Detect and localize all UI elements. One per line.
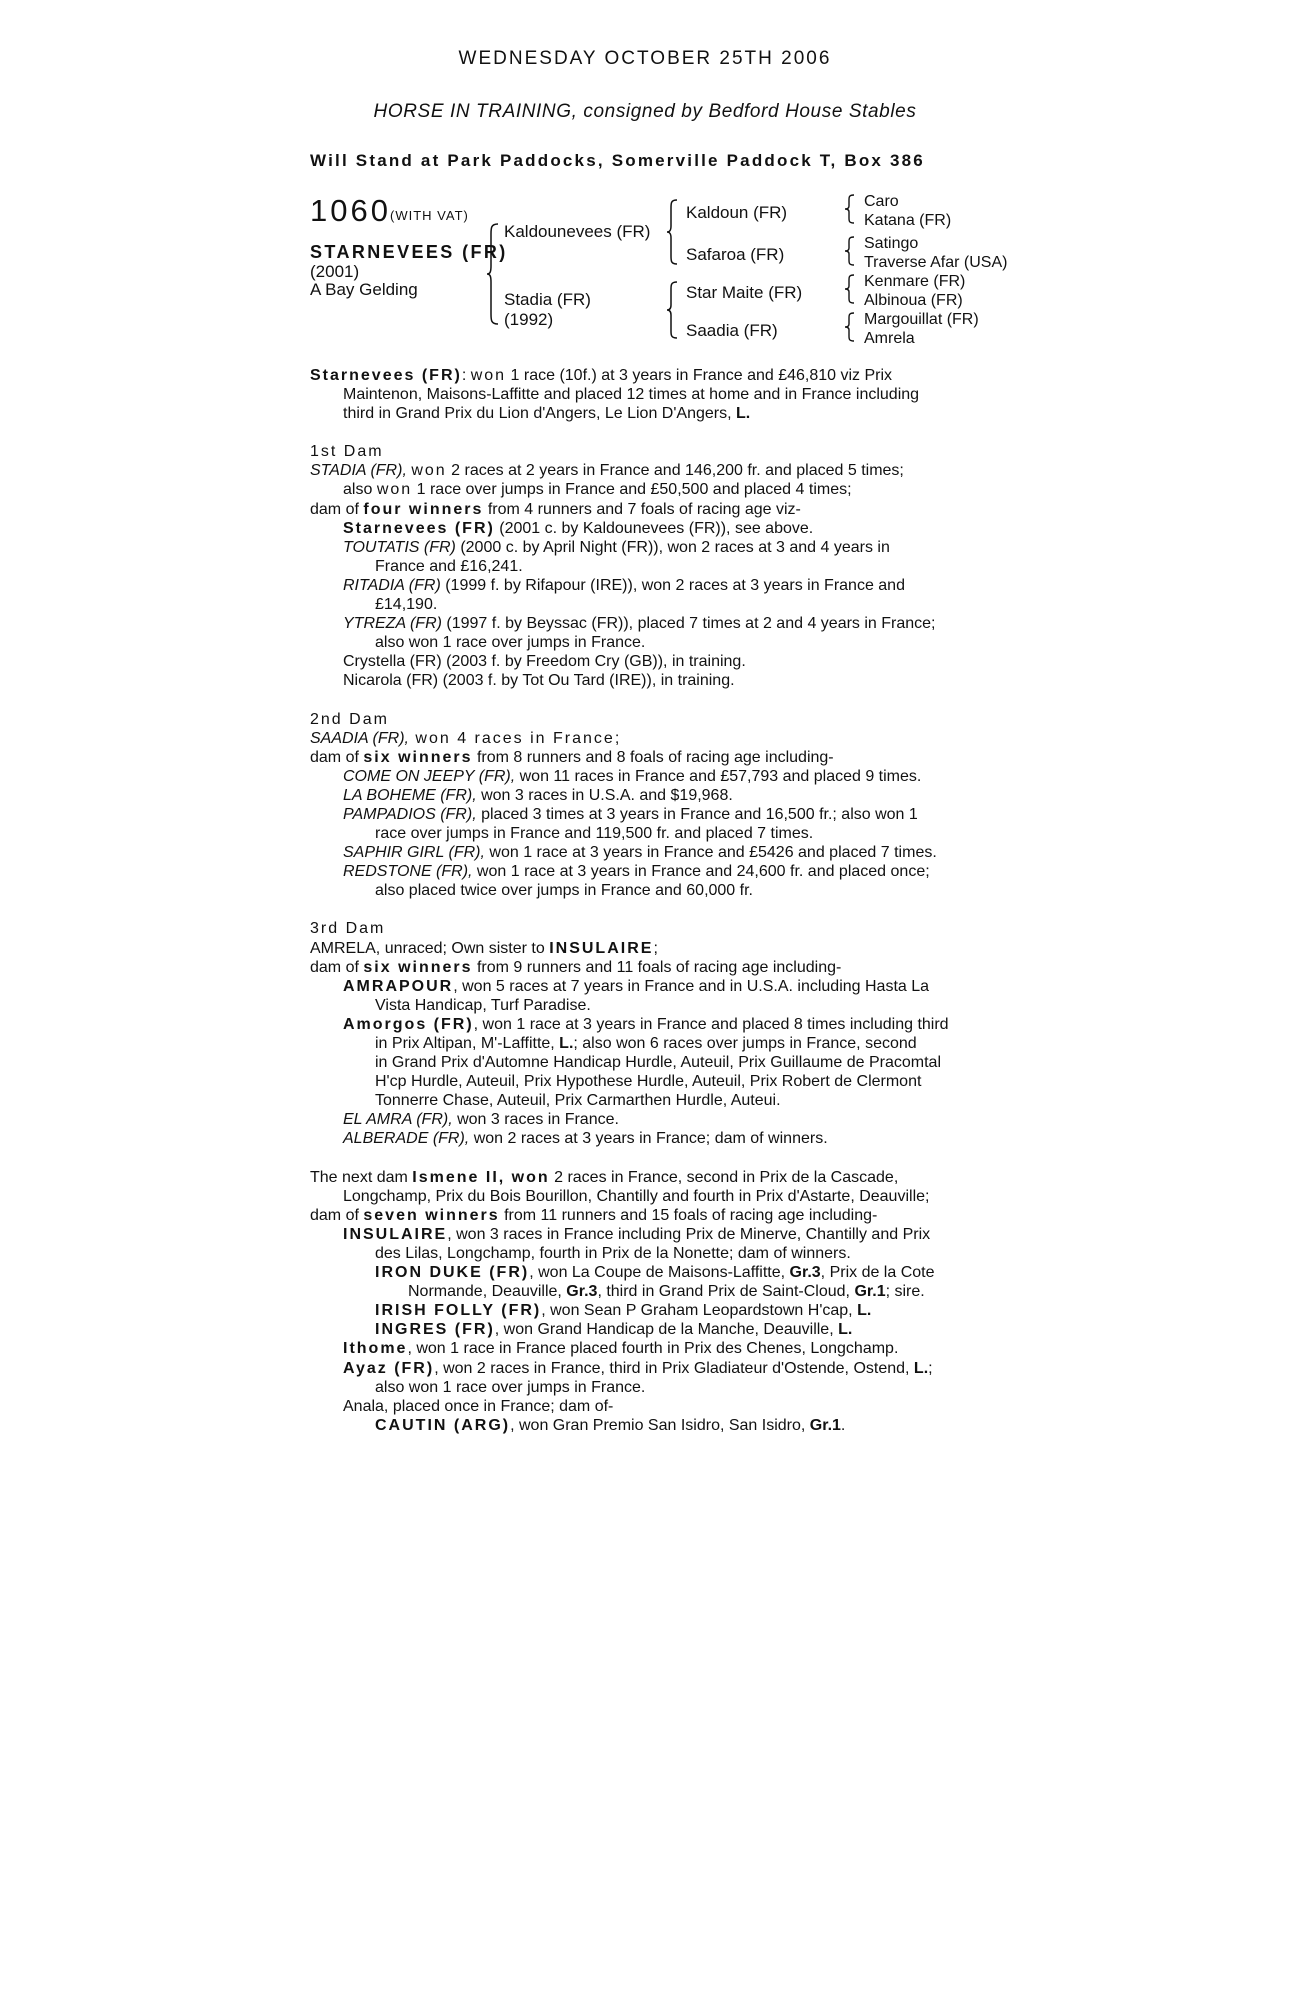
first-dam-heading: 1st Dam <box>310 443 384 461</box>
produce-text-cont: £14,190. <box>375 596 438 614</box>
produce-text-cont: France and £16,241. <box>375 557 523 575</box>
produce-text: won 1 race at 3 years in France and £5426 and placed 7 times. <box>484 844 937 862</box>
produce-name: REDSTONE (FR), <box>343 863 473 881</box>
next-dam-record <box>310 1168 1000 1206</box>
second-dam-record <box>310 729 1000 748</box>
produce-text-cont: des Lilas, Longchamp, fourth in Prix de la Nonette; dam of winners. <box>375 1244 851 1262</box>
produce-text-cont: also won 1 race over jumps in France. <box>375 1378 646 1396</box>
produce-text-cont: Normande, Deauville, <box>408 1283 567 1301</box>
produce-name: YTREZA (FR) <box>343 615 442 633</box>
intro-text-2: Maintenon, Maisons-Laffitte and placed 12 times at home and in France including <box>343 386 920 404</box>
first-dam-won: won <box>411 462 447 480</box>
intro-paragraph: Starnevees (FR): won 1 race (10f.) at 3 years in France and £46,810 viz Prix Maintenon, Maisons-Laffitte and placed 12 times at home and in France including third in Grand Prix du Lion d'Angers, Le Lion D'Angers, L. <box>310 367 920 423</box>
produce-item <box>310 843 1000 862</box>
produce-text: (2001 c. by Kaldounevees (FR)), see above. <box>494 519 814 537</box>
produce-item <box>310 1225 1000 1263</box>
next-dam-lead: The next dam <box>310 1168 413 1186</box>
pedigree-notes <box>310 366 1000 1435</box>
produce-text-cont: H'cp Hurdle, Auteuil, Prix Hypothese Hurdle, Auteuil, Prix Robert de Clermont <box>375 1073 922 1091</box>
pedigree-brace-g2 <box>844 236 856 266</box>
produce-name: Ayaz (FR) <box>343 1359 435 1377</box>
produce-summary-text: from 9 runners and 11 foals of racing age including- <box>472 958 842 976</box>
produce-name: INSULAIRE <box>343 1225 448 1243</box>
pedigree-sire: Kaldounevees (FR) <box>504 222 651 241</box>
group-mark: Gr.1 <box>809 1416 841 1434</box>
grand-produce-item <box>310 1301 1000 1320</box>
third-dam-produce-summary <box>310 958 1000 977</box>
pedigree-g3: Satingo <box>864 235 919 252</box>
first-dam-text: 2 races at 2 years in France and 146,200 fr. and placed 5 times; <box>446 462 904 480</box>
produce-name: ALBERADE (FR), <box>343 1130 470 1148</box>
pedigree-brace-dam <box>666 280 680 340</box>
intro-won: won <box>470 367 507 384</box>
produce-item <box>310 977 1000 1015</box>
pedigree-dam-sire: Star Maite (FR) <box>686 283 803 302</box>
grand-produce-item <box>310 1416 1000 1435</box>
intro-text-3: third in Grand Prix du Lion d'Angers, Le Lion D'Angers, <box>343 405 732 423</box>
group-mark: Gr.1 <box>854 1283 886 1301</box>
produce-item: Crystella (FR) (2003 f. by Freedom Cry (GB)), in training. <box>343 653 746 671</box>
first-dam-text-2a: also <box>343 481 373 499</box>
first-dam-name: STADIA (FR), <box>310 462 407 480</box>
next-dam-text-cont: Longchamp, Prix du Bois Bourillon, Chantilly and fourth in Prix d'Astarte, Deauville; <box>343 1187 930 1205</box>
produce-item: Anala, placed once in France; dam of- <box>343 1397 614 1415</box>
lot-number: 1060 <box>310 193 391 228</box>
produce-name: Starnevees (FR) <box>343 519 495 537</box>
produce-text: , won Sean P Graham Leopardstown H'cap, <box>541 1302 858 1320</box>
listed-mark: L. <box>736 405 751 423</box>
produce-name: Ithome <box>343 1340 408 1358</box>
produce-text: , won 1 race at 3 years in France and placed 8 times including third <box>473 1015 949 1033</box>
intro-text: 1 race (10f.) at 3 years in France and £46,810 viz Prix <box>506 367 893 384</box>
produce-name: RITADIA (FR) <box>343 576 441 594</box>
third-dam-text: AMRELA, unraced; Own sister to <box>310 939 550 957</box>
pedigree-g2: Katana (FR) <box>864 212 952 229</box>
dam-of-label: dam of <box>310 500 359 518</box>
first-dam-produce-summary <box>310 500 1000 519</box>
first-dam-text-2b: 1 race over jumps in France and £50,500 and placed 4 times; <box>412 481 852 499</box>
next-dam-produce-summary <box>310 1206 1000 1225</box>
winners-count: seven winners <box>363 1206 500 1224</box>
pedigree-g8: Amrela <box>864 330 915 347</box>
listed-mark: L. <box>559 1035 574 1052</box>
produce-item <box>310 1110 1000 1129</box>
stable-location: Will Stand at Park Paddocks, Somerville Paddock T, Box 386 <box>310 151 925 170</box>
pedigree-g7: Margouillat (FR) <box>864 311 979 328</box>
produce-text: won 1 race at 3 years in France and 24,600 fr. and placed once; <box>472 863 930 881</box>
produce-item <box>310 862 1000 900</box>
winners-count: four winners <box>363 500 484 518</box>
produce-name: IRISH FOLLY (FR) <box>375 1302 542 1320</box>
pedigree-g6: Albinoua (FR) <box>864 292 963 309</box>
third-dam-record <box>310 939 1000 958</box>
produce-name: EL AMRA (FR), <box>343 1111 453 1129</box>
produce-punct: ; <box>928 1359 933 1377</box>
pedigree-brace-g3 <box>844 274 856 304</box>
produce-item <box>310 1359 1000 1397</box>
pedigree-brace-g4 <box>844 312 856 342</box>
intro-horse-name: Starnevees (FR) <box>310 367 462 384</box>
produce-name: LA BOHEME (FR), <box>343 786 477 804</box>
group-mark: Gr.3 <box>789 1264 821 1282</box>
second-dam-text: won 4 races in France; <box>408 729 622 747</box>
produce-text-cont: ; also won 6 races over jumps in France, second <box>573 1035 917 1052</box>
produce-text: , won 2 races in France, third in Prix Gladiateur d'Ostende, Ostend, <box>434 1359 914 1377</box>
produce-text: won 3 races in U.S.A. and $19,968. <box>476 786 733 804</box>
produce-text-cont: Tonnerre Chase, Auteuil, Prix Carmarthen Hurdle, Auteui. <box>375 1092 781 1110</box>
pedigree-sire-dam: Safaroa (FR) <box>686 245 785 264</box>
produce-text: , won 1 race in France placed fourth in Prix des Chenes, Longchamp. <box>407 1340 899 1358</box>
produce-text: won 11 races in France and £57,793 and placed 9 times. <box>515 767 922 785</box>
produce-name: AMRAPOUR <box>343 977 454 995</box>
pedigree-brace-sire <box>666 198 680 266</box>
produce-text-cont: also won 1 race over jumps in France. <box>375 634 646 652</box>
produce-name: COME ON JEEPY (FR), <box>343 767 516 785</box>
produce-text-cont: also placed twice over jumps in France and 60,000 fr. <box>375 882 753 900</box>
produce-text-cont: in Prix Altipan, M'-Laffitte, <box>375 1035 560 1052</box>
next-dam-name: Ismene II <box>412 1168 499 1186</box>
produce-name: PAMPADIOS (FR), <box>343 805 477 823</box>
pedigree-g1: Caro <box>864 193 899 210</box>
second-dam-heading: 2nd Dam <box>310 710 389 728</box>
vat-note: (WITH VAT) <box>390 208 469 223</box>
consignment-title: HORSE IN TRAINING, consigned by Bedford House Stables <box>373 101 917 122</box>
produce-name: CAUTIN (ARG) <box>375 1416 511 1434</box>
produce-item <box>310 767 1000 786</box>
produce-text: (2000 c. by April Night (FR)), won 2 races at 3 and 4 years in <box>455 538 890 556</box>
listed-mark: L. <box>857 1302 872 1320</box>
produce-name: Amorgos (FR) <box>343 1015 474 1033</box>
produce-text: , won 3 races in France including Prix de Minerve, Chantilly and Prix <box>447 1225 931 1243</box>
produce-item <box>310 805 1000 843</box>
produce-text-cont: Vista Handicap, Turf Paradise. <box>375 996 591 1014</box>
pedigree-brace-g1 <box>844 194 856 224</box>
produce-name: INGRES (FR) <box>375 1321 495 1339</box>
horse-name: STARNEVEES (FR) <box>310 242 508 262</box>
third-dam-punct: ; <box>653 939 658 957</box>
pedigree-g5: Kenmare (FR) <box>864 273 966 290</box>
produce-item <box>310 538 1000 576</box>
winners-count: six winners <box>363 958 473 976</box>
pedigree-dam: Stadia (FR) <box>504 290 591 309</box>
pedigree-sire-sire: Kaldoun (FR) <box>686 203 788 222</box>
pedigree-dam-dam: Saadia (FR) <box>686 321 778 340</box>
dam-of-label: dam of <box>310 958 359 976</box>
produce-summary-text: from 11 runners and 15 foals of racing age including- <box>499 1206 878 1224</box>
produce-item <box>310 786 1000 805</box>
produce-text: (1997 f. by Beyssac (FR)), placed 7 times at 2 and 4 years in France; <box>441 615 936 633</box>
grand-produce-item <box>310 1263 1000 1301</box>
produce-text: , won 5 races at 7 years in France and in U.S.A. including Hasta La <box>453 977 930 995</box>
produce-text: , won Grand Handicap de la Manche, Deauville, <box>494 1321 839 1339</box>
produce-text: (1999 f. by Rifapour (IRE)), won 2 races at 3 years in France and <box>440 576 905 594</box>
produce-item: Nicarola (FR) (2003 f. by Tot Ou Tard (IRE)), in training. <box>343 672 735 690</box>
group-mark: Gr.3 <box>566 1283 598 1301</box>
dam-of-label: dam of <box>310 1206 359 1224</box>
pedigree-g4: Traverse Afar (USA) <box>864 254 1008 271</box>
produce-name: TOUTATIS (FR) <box>343 538 456 556</box>
produce-item <box>310 519 1000 538</box>
produce-text: won 3 races in France. <box>452 1111 619 1129</box>
pedigree-brace-main <box>486 222 502 326</box>
produce-item <box>310 614 1000 652</box>
second-dam-name: SAADIA (FR), <box>310 729 409 747</box>
horse-description: A Bay Gelding <box>310 280 418 299</box>
produce-summary-text: from 8 runners and 8 foals of racing age including- <box>472 748 834 766</box>
produce-text-cont: , third in Grand Prix de Saint-Cloud, <box>597 1283 855 1301</box>
second-dam-produce-summary <box>310 748 1000 767</box>
produce-name: IRON DUKE (FR) <box>375 1264 530 1282</box>
produce-text: , won La Coupe de Maisons-Laffitte, <box>529 1264 790 1282</box>
produce-item <box>310 1015 1000 1110</box>
next-dam-won: , won <box>498 1168 550 1186</box>
third-dam-sister: INSULAIRE <box>549 939 654 957</box>
produce-punct: . <box>840 1416 846 1434</box>
produce-text: , Prix de la Cote <box>820 1264 935 1282</box>
first-dam-record <box>310 461 1000 499</box>
produce-summary-text: from 4 runners and 7 foals of racing age viz- <box>483 500 801 518</box>
produce-item <box>310 1339 1000 1358</box>
produce-item <box>310 576 1000 614</box>
produce-text: won 2 races at 3 years in France; dam of winners. <box>469 1130 828 1148</box>
produce-text: , won Gran Premio San Isidro, San Isidro, <box>510 1416 810 1434</box>
produce-text-cont: ; sire. <box>885 1283 925 1301</box>
produce-name: SAPHIR GIRL (FR), <box>343 844 485 862</box>
produce-text: placed 3 times at 3 years in France and 16,500 fr.; also won 1 <box>476 805 918 823</box>
third-dam-heading: 3rd Dam <box>310 920 386 938</box>
listed-mark: L. <box>913 1359 929 1377</box>
next-dam-text: 2 races in France, second in Prix de la Cascade, <box>549 1168 899 1186</box>
produce-text-cont: in Grand Prix d'Automne Handicap Hurdle, Auteuil, Prix Guillaume de Pracomtal <box>375 1054 941 1072</box>
dam-of-label: dam of <box>310 748 359 766</box>
sale-date: WEDNESDAY OCTOBER 25TH 2006 <box>458 48 832 69</box>
pedigree-dam-year: (1992) <box>504 310 554 329</box>
produce-item <box>310 1129 1000 1148</box>
winners-count: six winners <box>363 748 473 766</box>
first-dam-won-2: won <box>376 481 413 499</box>
produce-text-cont: race over jumps in France and 119,500 fr. and placed 7 times. <box>375 825 814 843</box>
grand-produce-item <box>310 1320 1000 1339</box>
listed-mark: L. <box>838 1321 853 1339</box>
horse-year: (2001) <box>310 262 360 281</box>
